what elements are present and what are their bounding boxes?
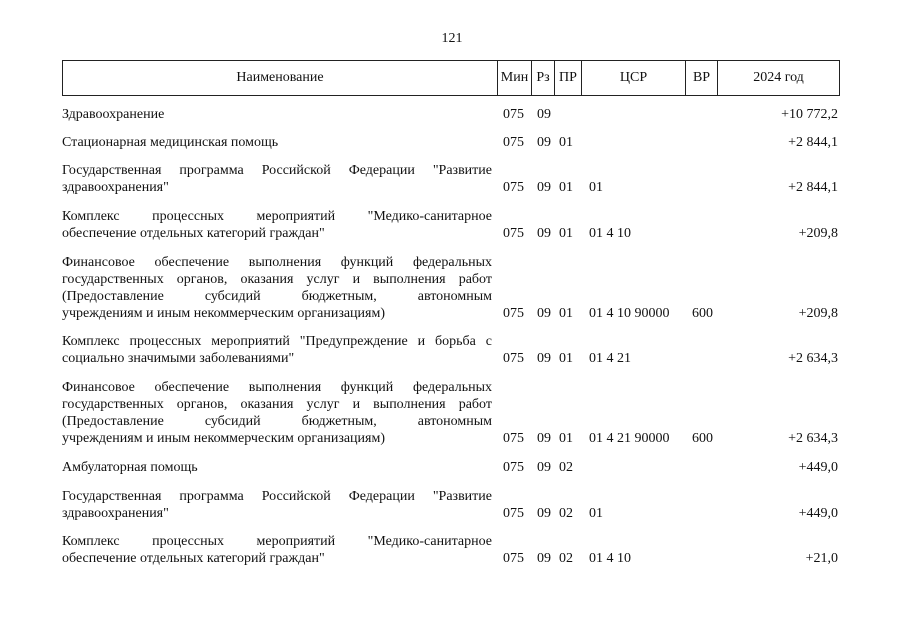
row-pr: 02 bbox=[559, 551, 573, 566]
row-pr: 01 bbox=[559, 226, 573, 241]
row-rz: 09 bbox=[537, 306, 551, 321]
row-csr: 01 4 10 bbox=[589, 226, 631, 241]
row-min: 075 bbox=[503, 135, 524, 150]
row-rz: 09 bbox=[537, 135, 551, 150]
header-csr: ЦСР bbox=[581, 61, 685, 95]
row-name bbox=[62, 106, 492, 123]
row-value: +449,0 bbox=[798, 460, 838, 475]
row-name-line: государственных органов, оказания услуг и выполнения работ bbox=[62, 397, 492, 412]
table-row bbox=[62, 533, 840, 567]
table-row bbox=[62, 254, 840, 322]
row-value: +2 634,3 bbox=[788, 351, 838, 366]
table-row bbox=[62, 162, 840, 196]
row-csr: 01 4 10 bbox=[589, 551, 631, 566]
table-row bbox=[62, 379, 840, 447]
row-rz: 09 bbox=[537, 551, 551, 566]
row-value: +2 844,1 bbox=[788, 180, 838, 195]
row-name-line: Государственная программа Российской Федерации "Развитие bbox=[62, 163, 492, 178]
row-min: 075 bbox=[503, 226, 524, 241]
row-name bbox=[62, 379, 492, 447]
table-row bbox=[62, 106, 840, 123]
row-rz: 09 bbox=[537, 460, 551, 475]
header-pr: ПР bbox=[554, 61, 581, 95]
row-value: +449,0 bbox=[798, 506, 838, 521]
header-min: Мин bbox=[497, 61, 531, 95]
row-name bbox=[62, 333, 492, 367]
row-value: +209,8 bbox=[798, 226, 838, 241]
row-csr: 01 4 21 90000 bbox=[589, 431, 670, 446]
row-pr: 01 bbox=[559, 431, 573, 446]
row-min: 075 bbox=[503, 306, 524, 321]
row-value: +2 844,1 bbox=[788, 135, 838, 150]
page-number: 121 bbox=[441, 31, 463, 46]
row-rz: 09 bbox=[537, 180, 551, 195]
row-name bbox=[62, 208, 492, 242]
table-row bbox=[62, 459, 840, 476]
row-pr: 01 bbox=[559, 135, 573, 150]
header-year: 2024 год bbox=[717, 61, 839, 95]
row-name bbox=[62, 488, 492, 522]
row-name-line: обеспечение отдельных категорий граждан" bbox=[62, 551, 325, 566]
row-value: +209,8 bbox=[798, 306, 838, 321]
row-name-line: социально значимыми заболеваниями" bbox=[62, 351, 295, 366]
row-min: 075 bbox=[503, 506, 524, 521]
row-vr: 600 bbox=[692, 431, 713, 446]
row-name-line: (Предоставление субсидий бюджетным, автономным bbox=[62, 289, 492, 304]
row-name bbox=[62, 459, 492, 476]
row-name-line: Государственная программа Российской Федерации "Развитие bbox=[62, 489, 492, 504]
row-csr: 01 bbox=[589, 506, 603, 521]
row-rz: 09 bbox=[537, 351, 551, 366]
table-row bbox=[62, 208, 840, 242]
row-name-line: Комплекс процессных мероприятий "Предупреждение и борьба с bbox=[62, 334, 492, 349]
table-header bbox=[62, 60, 840, 96]
row-csr: 01 4 21 bbox=[589, 351, 631, 366]
row-pr: 01 bbox=[559, 351, 573, 366]
row-min: 075 bbox=[503, 431, 524, 446]
row-pr: 02 bbox=[559, 460, 573, 475]
row-value: +10 772,2 bbox=[781, 107, 838, 122]
row-csr: 01 4 10 90000 bbox=[589, 306, 670, 321]
row-name bbox=[62, 134, 492, 151]
row-name bbox=[62, 254, 492, 322]
row-name-line: государственных органов, оказания услуг и выполнения работ bbox=[62, 272, 492, 287]
table-row bbox=[62, 134, 840, 151]
row-name-line: учреждениям и иным некоммерческим организациям) bbox=[62, 431, 386, 446]
row-name-line: Финансовое обеспечение выполнения функций федеральных bbox=[62, 255, 492, 270]
row-rz: 09 bbox=[537, 506, 551, 521]
row-value: +2 634,3 bbox=[788, 431, 838, 446]
row-name-line: Здравоохранение bbox=[62, 107, 165, 122]
row-min: 075 bbox=[503, 351, 524, 366]
row-pr: 02 bbox=[559, 506, 573, 521]
row-name-line: обеспечение отдельных категорий граждан" bbox=[62, 226, 325, 241]
row-min: 075 bbox=[503, 551, 524, 566]
row-name-line: учреждениям и иным некоммерческим организациям) bbox=[62, 306, 386, 321]
row-name-line: здравоохранения" bbox=[62, 180, 169, 195]
row-pr: 01 bbox=[559, 180, 573, 195]
row-name-line: Комплекс процессных мероприятий "Медико-санитарное bbox=[62, 534, 492, 549]
row-min: 075 bbox=[503, 107, 524, 122]
row-min: 075 bbox=[503, 180, 524, 195]
row-rz: 09 bbox=[537, 226, 551, 241]
row-name-line: Комплекс процессных мероприятий "Медико-санитарное bbox=[62, 209, 492, 224]
row-csr: 01 bbox=[589, 180, 603, 195]
row-pr: 01 bbox=[559, 306, 573, 321]
row-name bbox=[62, 533, 492, 567]
row-name-line: Финансовое обеспечение выполнения функций федеральных bbox=[62, 380, 492, 395]
header-rz: Рз bbox=[531, 61, 554, 95]
row-name bbox=[62, 162, 492, 196]
row-value: +21,0 bbox=[805, 551, 838, 566]
table-row bbox=[62, 488, 840, 522]
row-name-line: (Предоставление субсидий бюджетным, автономным bbox=[62, 414, 492, 429]
row-vr: 600 bbox=[692, 306, 713, 321]
row-rz: 09 bbox=[537, 107, 551, 122]
row-name-line: здравоохранения" bbox=[62, 506, 169, 521]
row-rz: 09 bbox=[537, 431, 551, 446]
table-row bbox=[62, 333, 840, 367]
header-vr: ВР bbox=[685, 61, 717, 95]
header-name: Наименование bbox=[236, 70, 324, 85]
row-name-line: Стационарная медицинская помощь bbox=[62, 135, 279, 150]
row-min: 075 bbox=[503, 460, 524, 475]
row-name-line: Амбулаторная помощь bbox=[62, 460, 198, 475]
